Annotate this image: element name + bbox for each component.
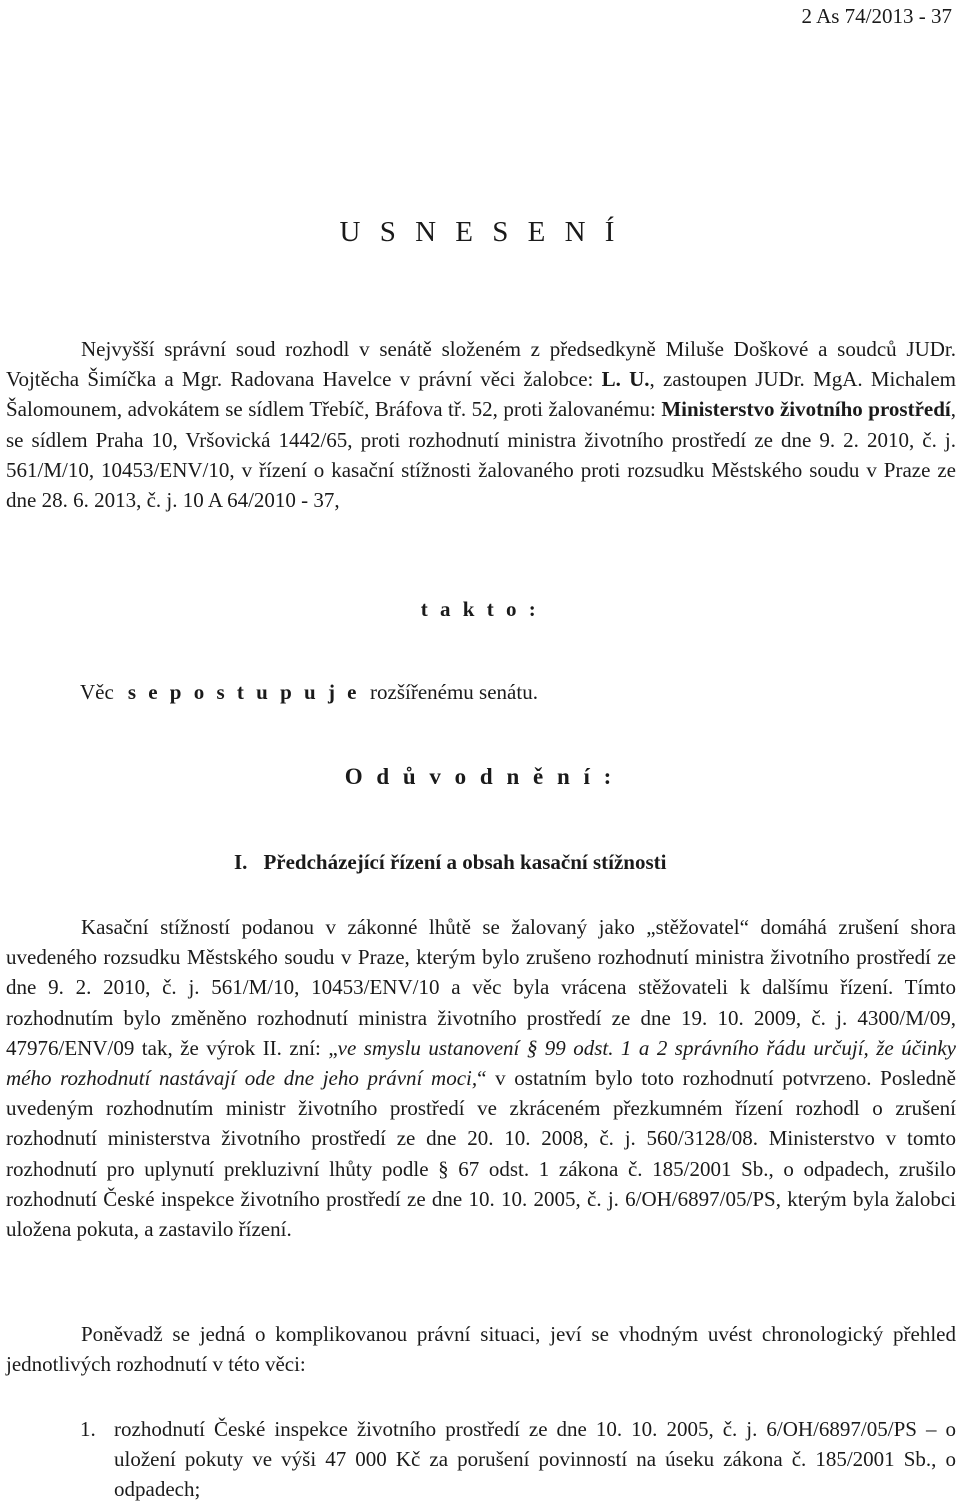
section-number: I. bbox=[234, 850, 248, 874]
list-item bbox=[80, 1414, 956, 1505]
case-number: 2 As 74/2013 - 37 bbox=[801, 4, 952, 28]
section-title: Předcházející řízení a obsah kasační stížnosti bbox=[263, 850, 667, 874]
decisions-list bbox=[80, 1414, 956, 1505]
list-item-text: rozhodnutí České inspekce životního prostředí ze dne 10. 10. 2005, č. j. 6/OH/6897/05/PS – o uložení pokuty ve výši 47 000 Kč za porušení povinností na úseku zákona č. 185/2001 Sb., o odpadech; bbox=[114, 1417, 956, 1502]
intro-paragraph bbox=[6, 334, 956, 515]
plaintiff-name: L. U. bbox=[601, 367, 650, 392]
list-item-number: 1. bbox=[80, 1417, 96, 1441]
intro-text-b: , zastoupen JUDr. MgA. Michalem Šalomounem, advokátem se sídlem Třebíč, Bráfova tř. 52, proti žalovanému: bbox=[6, 367, 956, 422]
verdict-suffix: rozšířenému senátu. bbox=[370, 680, 538, 704]
document-title: U S N E S E N Í bbox=[339, 216, 621, 248]
quoted-verdict: ve smyslu ustanovení § 99 odst. 1 a 2 správního řádu určují, že účinky mého rozhodnutí nastávají ode dne jeho právní moci, bbox=[6, 1035, 957, 1091]
section-heading bbox=[234, 850, 667, 875]
paragraph-1-text-a: Kasační stížností podanou v zákonné lhůtě se žalovaný jako „stěžovatel“ domáhá zrušení shora uvedeného rozsudku Městského soudu v Praze, kterým bylo zrušeno rozhodnutí ministra životního prostředí ze dne 9. 2. 2010, č. j. 561/M/10, 10453/ENV/10 a věc byla vrácena stěžovateli k dalšímu řízení. Tímto rozhodnutím bylo změněno rozhodnutí ministra životního prostředí ze dne 19. 10. 2009, č. j. 4300/M/09, 47976/ENV/09 tak, že výrok II. zní: „ bbox=[6, 915, 956, 1060]
verdict-spaced-verb: s e p o s t u p u j e bbox=[127, 680, 361, 704]
verdict-prefix: Věc bbox=[80, 680, 114, 704]
defendant-name: Ministerstvo životního prostředí bbox=[661, 397, 951, 422]
paragraph-1 bbox=[6, 912, 956, 1244]
reasoning-heading: O d ů v o d n ě n í : bbox=[344, 764, 616, 789]
paragraph-1-text-b: “ v ostatním bylo toto rozhodnutí potvrzeno. Posledně uvedeným rozhodnutím ministr životního prostředí ve zkráceném přezkumném řízení rozhodl o zrušení rozhodnutí ministerstva životního prostředí ze dne 20. 10. 2008, č. j. 560/3128/08. Ministerstvo v tomto rozhodnutí pro uplynutí prekluzivní lhůty podle § 67 odst. 1 zákona č. 185/2001 Sb., o odpadech, zrušilo rozhodnutí České inspekce životního prostředí ze dne 10. 10. 2005, č. j. 6/OH/6897/05/PS, kterým byla žalobci uložena pokuta, a zastavilo řízení. bbox=[6, 1066, 956, 1242]
intro-text-c: , se sídlem Praha 10, Vršovická 1442/65, proti rozhodnutí ministra životního prostředí ze dne 9. 2. 2010, č. j. 561/M/10, 10453/ENV/10, v řízení o kasační stížnosti žalovaného proti rozsudku Městského soudu v Praze ze dne 28. 6. 2013, č. j. 10 A 64/2010 - 37, bbox=[6, 397, 956, 513]
verdict-statement bbox=[80, 680, 538, 705]
verdict-heading: t a k t o : bbox=[420, 597, 540, 621]
paragraph-2: Poněvadž se jedná o komplikovanou právní situaci, jeví se vhodným uvést chronologický přehled jednotlivých rozhodnutí v této věci: bbox=[6, 1322, 956, 1377]
intro-text-a: Nejvyšší správní soud rozhodl v senátě složeném z předsedkyně Miluše Doškové a soudců JUDr. Vojtěcha Šimíčka a Mgr. Radovana Havelce v právní věci žalobce: bbox=[6, 337, 956, 392]
